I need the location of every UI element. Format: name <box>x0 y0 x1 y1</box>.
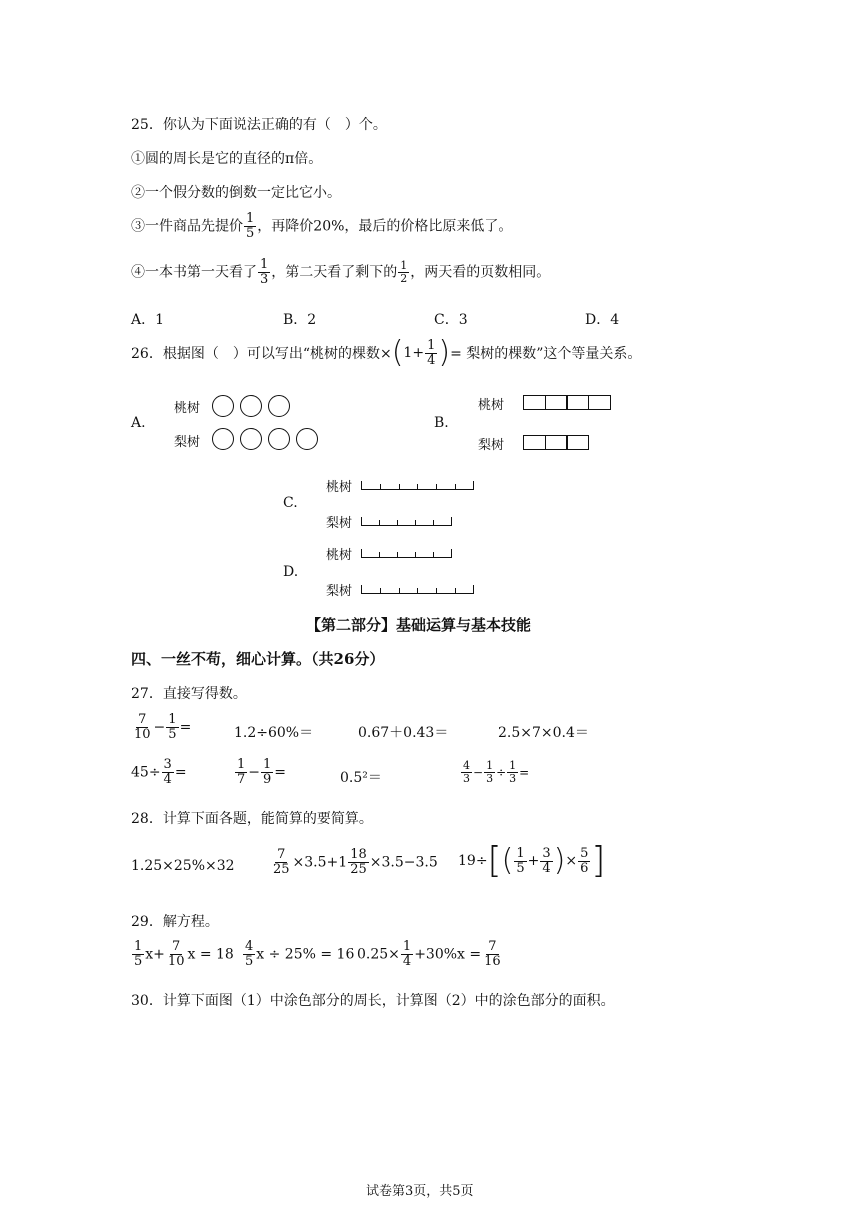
q30-stem: 30．计算下面图（1）中涂色部分的周长，计算图（2）中的涂色部分的面积。 <box>131 993 615 1009</box>
q25-statement-2: ②一个假分数的倒数一定比它小。 <box>131 185 341 201</box>
q26-d-peach-segment <box>361 549 452 558</box>
q26-d-pear-segment <box>361 585 474 594</box>
q29-stem: 29．解方程。 <box>131 914 219 930</box>
q26-b-pear-boxes <box>523 434 588 450</box>
q26-c-peach-label: 桃树 <box>326 480 353 495</box>
q26-b-peach-boxes <box>523 394 609 410</box>
q25-option-c: C．3 <box>434 312 468 328</box>
q26-b-peach-label: 桃树 <box>478 398 505 413</box>
q27-expr-4: 2.5×7×0.4＝ <box>498 725 589 741</box>
q26-c-pear-segment <box>361 517 452 526</box>
q25-option-b: B．2 <box>283 312 317 328</box>
q26-option-b-label: B. <box>434 415 449 431</box>
q26-a-pear-label: 梨树 <box>174 435 201 450</box>
section-heading: 四、一丝不苟，细心计算。（共26分） <box>131 650 385 668</box>
q26-d-peach-label: 桃树 <box>326 548 353 563</box>
q26-b-pear-label: 梨树 <box>478 438 505 453</box>
q26-c-pear-label: 梨树 <box>326 516 353 531</box>
q25-statement-4: ④一本书第一天看了 $\frac{1}{3}$ ，第二天看了剩下的 $\frac{1}{2}$ ，两天看的页数相同。 <box>131 257 551 287</box>
q27-expr-1: $\frac{7}{10}$ − $\frac{1}{5}$ = <box>134 712 192 742</box>
q25-statement-3: ③一件商品先提价 $\frac{1}{5}$ ，再降价20%，最后的价格比原来低了。 <box>131 211 513 241</box>
q29-equation-1: $\frac{1}{5}$ x+ $\frac{7}{10}$ x = 18 <box>134 939 234 969</box>
q27-expr-8: $\frac{4}{3}$ − $\frac{1}{3}$ ÷ $\frac{1}{3}$ = <box>463 759 530 785</box>
q27-expr-6: $\frac{1}{7}$ − $\frac{1}{9}$ = <box>237 757 287 787</box>
q27-expr-2: 1.2÷60%＝ <box>234 725 314 741</box>
q27-expr-3: 0.67＋0.43＝ <box>358 725 449 741</box>
q28-calc-3: 19÷[( $\frac{1}{5}$ + $\frac{3}{4}$ )× $\frac{5}{6}$ ] <box>458 840 606 881</box>
page-footer: 试卷第3页，共5页 <box>366 1184 474 1199</box>
section-title: 【第二部分】基础运算与基本技能 <box>306 616 532 634</box>
q26-c-peach-segment <box>361 481 474 490</box>
q25-statement-1: ①圆的周长是它的直径的π倍。 <box>131 151 323 167</box>
q27-expr-5: 45÷ $\frac{3}{4}$ = <box>131 757 187 787</box>
q28-stem: 28．计算下面各题，能简算的要简算。 <box>131 811 373 827</box>
q26-option-a-label: A. <box>131 415 146 431</box>
q27-expr-7: 0.5²＝ <box>340 770 382 786</box>
q26-a-peach-label: 桃树 <box>174 401 201 416</box>
q26-d-pear-label: 梨树 <box>326 584 353 599</box>
q27-stem: 27．直接写得数。 <box>131 686 247 702</box>
q28-calc-1: 1.25×25%×32 <box>131 858 235 874</box>
q26-option-d-label: D. <box>283 564 299 580</box>
q26-option-c-label: C. <box>283 495 298 511</box>
q26-a-peach-circles <box>212 395 296 417</box>
q26-a-pear-circles <box>212 428 324 450</box>
q25-option-a: A．1 <box>131 312 165 328</box>
q25-stem: 25．你认为下面说法正确的有（ ）个。 <box>131 117 387 133</box>
q28-calc-2: $\frac{7}{25}$ ×3.5+1 $\frac{18}{25}$ ×3.5−3.5 <box>273 847 438 877</box>
q29-equation-2: $\frac{4}{5}$ x ÷ 25% = 16 <box>245 939 355 969</box>
q26-stem: 26．根据图（ ）可以写出“桃树的棵数×(1+ $\frac{1}{4}$ )= 梨树的棵数”这个等量关系。 <box>131 335 642 370</box>
q29-equation-3: 0.25× $\frac{1}{4}$ +30%x = $\frac{7}{16}$ <box>357 939 501 969</box>
q25-option-d: D．4 <box>585 312 620 328</box>
